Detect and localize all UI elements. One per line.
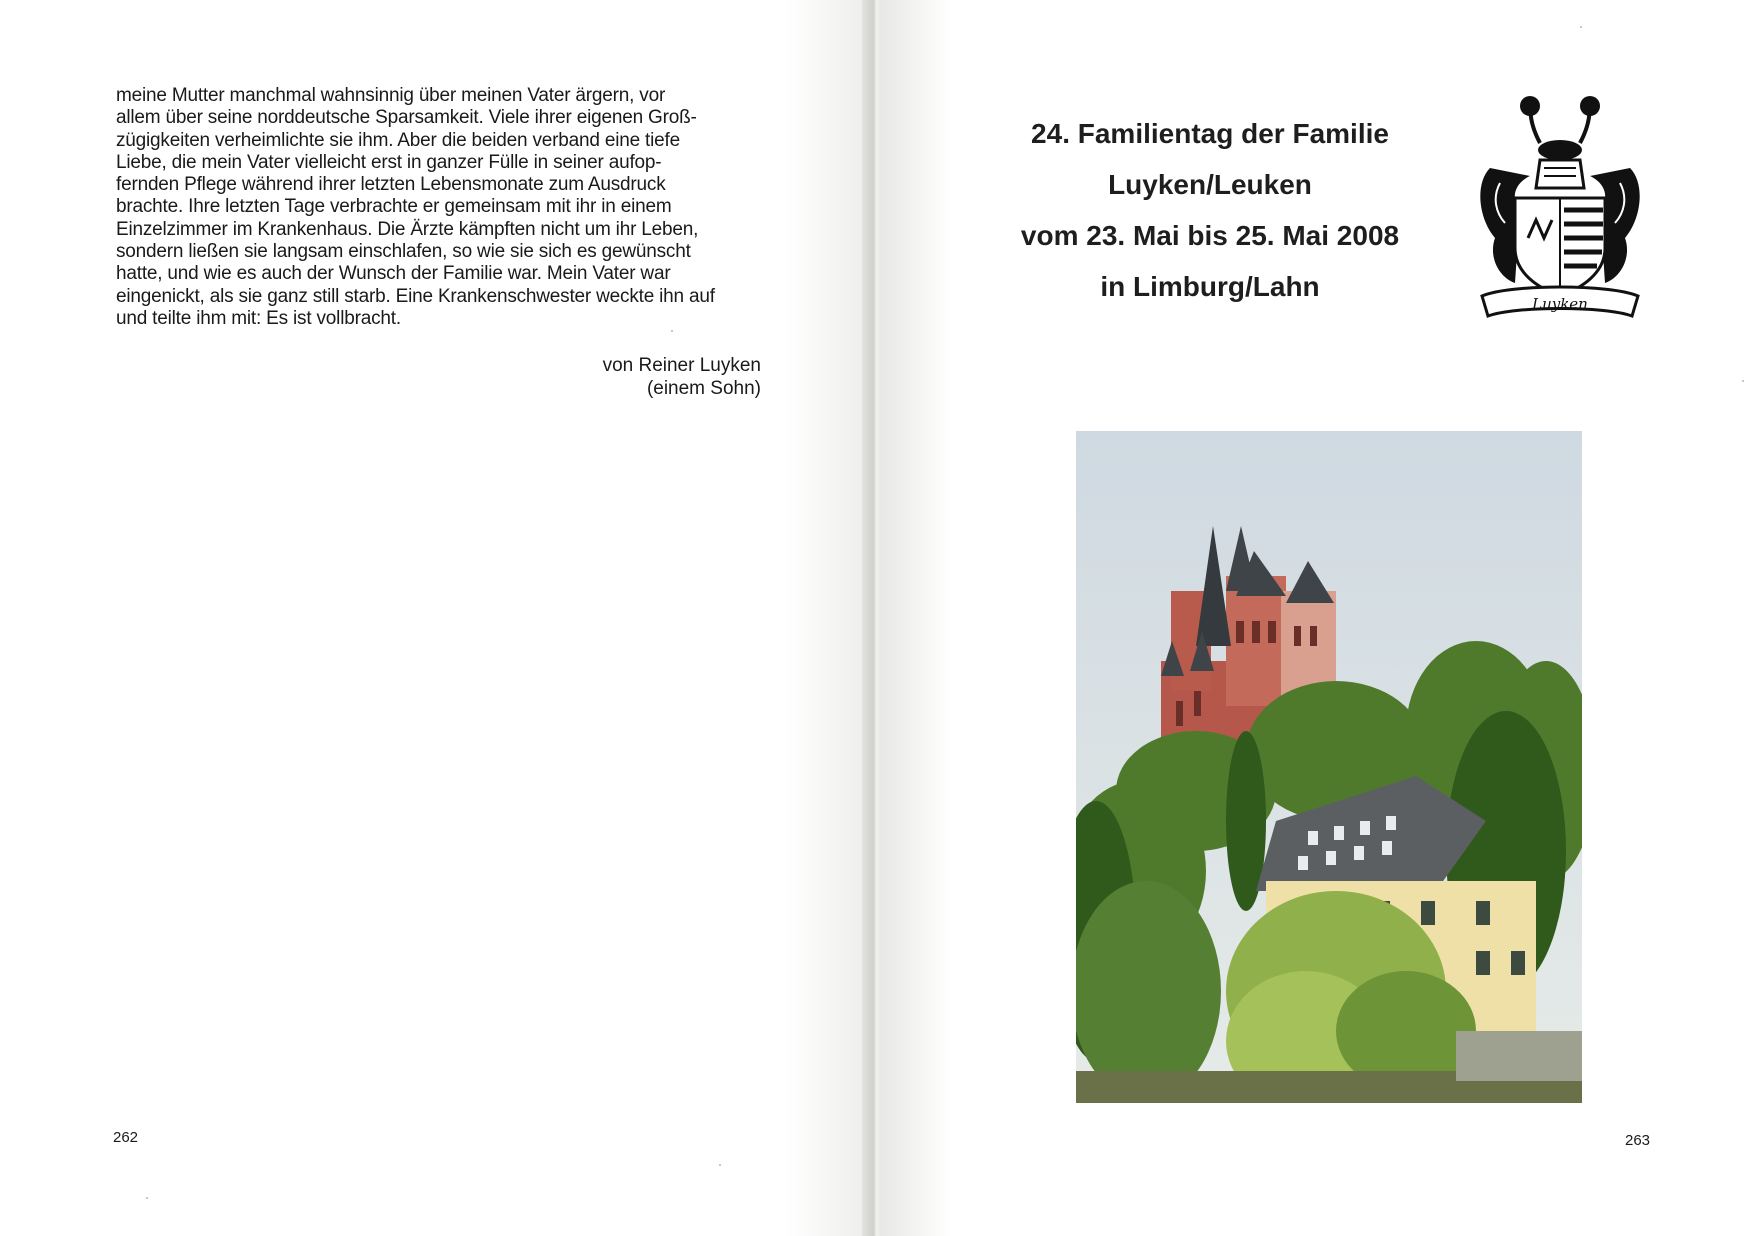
crest-helmet [1536,160,1584,188]
paper-speck [671,330,673,332]
body-line: allem über seine norddeutsche Sparsamkeit. Viele ihrer eigenen Groß- [116,107,697,129]
page-number-right: 263 [1625,1132,1651,1149]
paper-speck [719,1164,721,1166]
body-line: meine Mutter manchmal wahnsinnig über meinen Vater ärgern, vor [116,85,666,106]
page-number-left: 262 [113,1129,139,1146]
title-line: 24. Familientag der Familie [1031,118,1389,149]
body-line: Liebe, die mein Vater vielleicht erst in ganzer Fülle in seiner aufop- [116,151,662,173]
crest-plume-ball-right [1580,96,1600,116]
wall [1456,1031,1582,1081]
body-line: fernden Pflege während ihrer letzten Lebensmonate zum Ausdruck [116,174,666,196]
limburg-cathedral-photo [1076,431,1582,1103]
author-signature [500,354,761,400]
body-line: brachte. Ihre letzten Tage verbrachte er gemeinsam mit ihr in einem [116,196,672,218]
title-line: Luyken/Leuken [1108,169,1312,200]
event-title [990,108,1430,312]
body-line: eingenickt, als sie ganz still starb. Eine Krankenschwester weckte ihn auf [116,285,715,307]
body-line: sondern ließen sie langsam einschlafen, so wie sie sich es gewünscht [116,241,691,263]
paper-speck [1580,26,1582,28]
title-line: in Limburg/Lahn [1100,271,1320,302]
family-crest-icon [1470,88,1650,323]
body-text [116,85,761,330]
body-line: hatte, und wie es auch der Wunsch der Familie war. Mein Vater war [116,263,671,285]
cathedral-illustration [1076,431,1582,1103]
crest-banner-text: Luyken [1532,295,1588,313]
paper-speck [146,1197,148,1199]
body-line-last: und teilte ihm mit: Es ist vollbracht. [116,307,401,329]
title-line: vom 23. Mai bis 25. Mai 2008 [1020,220,1400,251]
paper-speck [1742,380,1744,382]
crest-plume-ball-left [1520,96,1540,116]
author-relation: (einem Sohn) [646,378,761,399]
author-name: von Reiner Luyken [602,355,761,376]
left-page [0,0,873,1236]
body-line: Einzelzimmer im Krankenhaus. Die Ärzte kämpften nicht um ihr Leben, [116,218,699,240]
body-line: zügigkeiten verheimlichte sie ihm. Aber die beiden verband eine tiefe [116,129,680,151]
